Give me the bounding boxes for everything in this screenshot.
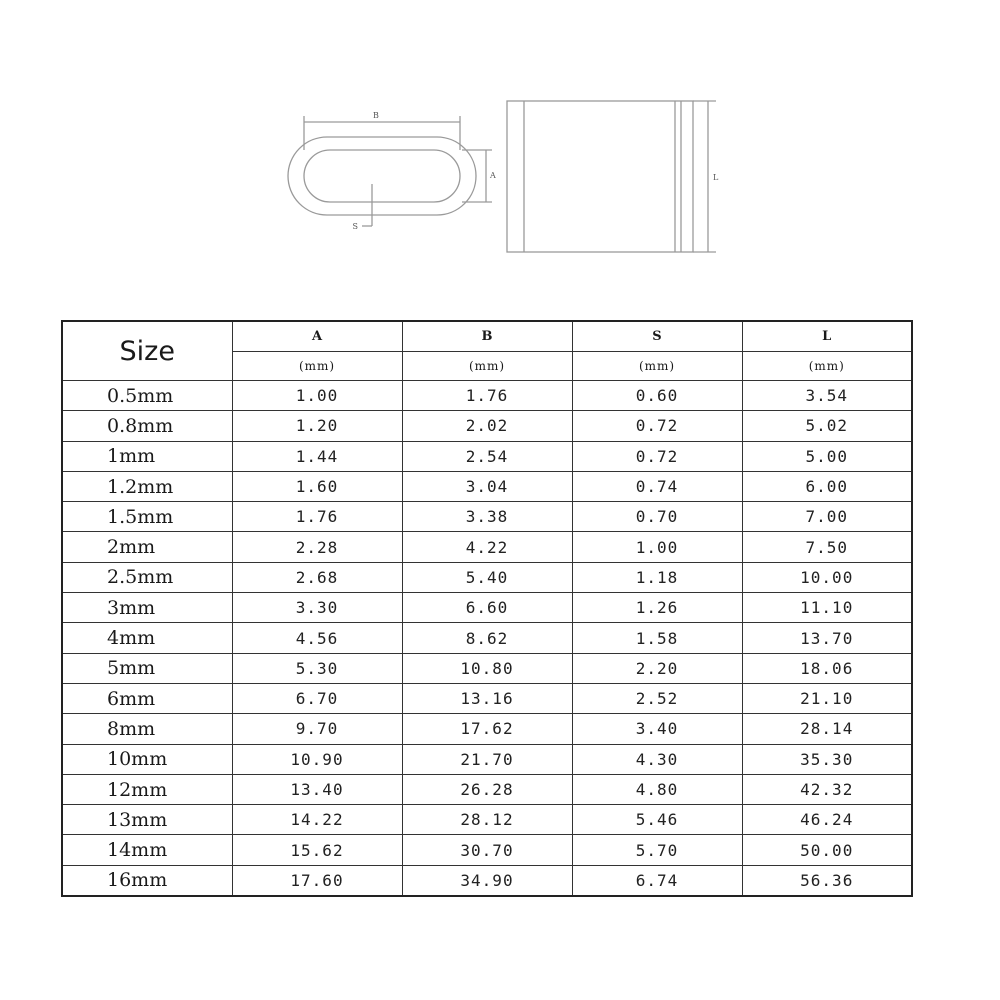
value-cell-b: 2.02 bbox=[402, 411, 572, 441]
value-cell-b: 34.90 bbox=[402, 865, 572, 895]
value-cell-a: 1.76 bbox=[232, 502, 402, 532]
value-cell-b: 8.62 bbox=[402, 623, 572, 653]
size-cell: 13mm bbox=[62, 805, 232, 835]
value-cell-a: 5.30 bbox=[232, 653, 402, 683]
table-row bbox=[62, 683, 912, 713]
size-cell: 6mm bbox=[62, 683, 232, 713]
value-cell-l: 3.54 bbox=[742, 381, 912, 411]
value-cell-s: 4.80 bbox=[572, 774, 742, 804]
label-a: A bbox=[490, 171, 496, 180]
value-cell-s: 2.20 bbox=[572, 653, 742, 683]
size-cell: 10mm bbox=[62, 744, 232, 774]
size-cell: 2.5mm bbox=[62, 562, 232, 592]
technical-drawing bbox=[0, 0, 1000, 300]
value-cell-s: 3.40 bbox=[572, 714, 742, 744]
value-cell-s: 4.30 bbox=[572, 744, 742, 774]
value-cell-l: 5.00 bbox=[742, 441, 912, 471]
value-cell-l: 21.10 bbox=[742, 683, 912, 713]
unit-header-b: (mm) bbox=[402, 351, 572, 381]
value-cell-l: 35.30 bbox=[742, 744, 912, 774]
value-cell-a: 1.60 bbox=[232, 471, 402, 501]
size-cell: 1.2mm bbox=[62, 471, 232, 501]
table-row bbox=[62, 744, 912, 774]
table-row bbox=[62, 502, 912, 532]
table-row bbox=[62, 441, 912, 471]
table-row bbox=[62, 865, 912, 895]
value-cell-s: 2.52 bbox=[572, 683, 742, 713]
value-cell-l: 7.00 bbox=[742, 502, 912, 532]
value-cell-l: 5.02 bbox=[742, 411, 912, 441]
col-header-s: S bbox=[572, 321, 742, 351]
size-cell: 1mm bbox=[62, 441, 232, 471]
label-s: S bbox=[352, 222, 358, 231]
value-cell-l: 13.70 bbox=[742, 623, 912, 653]
value-cell-a: 14.22 bbox=[232, 805, 402, 835]
value-cell-b: 10.80 bbox=[402, 653, 572, 683]
label-b: B bbox=[373, 111, 379, 120]
sleeve-drawing-svg bbox=[0, 0, 1000, 300]
inner-oval bbox=[304, 150, 460, 202]
value-cell-b: 4.22 bbox=[402, 532, 572, 562]
size-cell: 0.5mm bbox=[62, 381, 232, 411]
value-cell-l: 6.00 bbox=[742, 471, 912, 501]
value-cell-b: 26.28 bbox=[402, 774, 572, 804]
value-cell-a: 3.30 bbox=[232, 593, 402, 623]
value-cell-s: 1.00 bbox=[572, 532, 742, 562]
value-cell-b: 3.04 bbox=[402, 471, 572, 501]
size-cell: 8mm bbox=[62, 714, 232, 744]
value-cell-b: 30.70 bbox=[402, 835, 572, 865]
col-header-l: L bbox=[742, 321, 912, 351]
size-cell: 14mm bbox=[62, 835, 232, 865]
value-cell-s: 0.70 bbox=[572, 502, 742, 532]
value-cell-s: 0.72 bbox=[572, 411, 742, 441]
table-row bbox=[62, 471, 912, 501]
value-cell-b: 3.38 bbox=[402, 502, 572, 532]
value-cell-l: 50.00 bbox=[742, 835, 912, 865]
value-cell-l: 28.14 bbox=[742, 714, 912, 744]
col-header-a: A bbox=[232, 321, 402, 351]
value-cell-s: 6.74 bbox=[572, 865, 742, 895]
value-cell-l: 18.06 bbox=[742, 653, 912, 683]
value-cell-b: 28.12 bbox=[402, 805, 572, 835]
value-cell-b: 21.70 bbox=[402, 744, 572, 774]
value-cell-s: 1.26 bbox=[572, 593, 742, 623]
col-header-b: B bbox=[402, 321, 572, 351]
value-cell-l: 7.50 bbox=[742, 532, 912, 562]
value-cell-a: 4.56 bbox=[232, 623, 402, 653]
value-cell-b: 13.16 bbox=[402, 683, 572, 713]
value-cell-a: 1.00 bbox=[232, 381, 402, 411]
size-header: Size bbox=[62, 321, 232, 381]
value-cell-a: 2.68 bbox=[232, 562, 402, 592]
value-cell-a: 13.40 bbox=[232, 774, 402, 804]
size-cell: 5mm bbox=[62, 653, 232, 683]
unit-header-s: (mm) bbox=[572, 351, 742, 381]
value-cell-a: 2.28 bbox=[232, 532, 402, 562]
value-cell-s: 0.72 bbox=[572, 441, 742, 471]
size-cell: 2mm bbox=[62, 532, 232, 562]
value-cell-l: 42.32 bbox=[742, 774, 912, 804]
value-cell-l: 56.36 bbox=[742, 865, 912, 895]
table-row bbox=[62, 774, 912, 804]
value-cell-s: 1.18 bbox=[572, 562, 742, 592]
value-cell-b: 1.76 bbox=[402, 381, 572, 411]
front-view bbox=[288, 116, 492, 226]
value-cell-b: 5.40 bbox=[402, 562, 572, 592]
table-body bbox=[62, 381, 912, 896]
value-cell-b: 6.60 bbox=[402, 593, 572, 623]
outer-oval bbox=[288, 137, 476, 215]
value-cell-a: 6.70 bbox=[232, 683, 402, 713]
size-spec-table bbox=[61, 320, 913, 897]
unit-header-l: (mm) bbox=[742, 351, 912, 381]
value-cell-s: 0.60 bbox=[572, 381, 742, 411]
value-cell-s: 5.46 bbox=[572, 805, 742, 835]
value-cell-l: 10.00 bbox=[742, 562, 912, 592]
size-cell: 12mm bbox=[62, 774, 232, 804]
table-row bbox=[62, 623, 912, 653]
value-cell-a: 10.90 bbox=[232, 744, 402, 774]
table-row bbox=[62, 593, 912, 623]
label-l: L bbox=[713, 173, 719, 182]
value-cell-a: 15.62 bbox=[232, 835, 402, 865]
table-row bbox=[62, 805, 912, 835]
size-cell: 0.8mm bbox=[62, 411, 232, 441]
value-cell-a: 17.60 bbox=[232, 865, 402, 895]
table-row bbox=[62, 653, 912, 683]
value-cell-s: 0.74 bbox=[572, 471, 742, 501]
size-cell: 1.5mm bbox=[62, 502, 232, 532]
value-cell-l: 11.10 bbox=[742, 593, 912, 623]
side-outline bbox=[507, 101, 693, 252]
value-cell-b: 2.54 bbox=[402, 441, 572, 471]
table-row bbox=[62, 562, 912, 592]
table-row bbox=[62, 381, 912, 411]
table-row bbox=[62, 532, 912, 562]
unit-header-a: (mm) bbox=[232, 351, 402, 381]
table-row bbox=[62, 835, 912, 865]
value-cell-a: 9.70 bbox=[232, 714, 402, 744]
size-cell: 4mm bbox=[62, 623, 232, 653]
table-row bbox=[62, 714, 912, 744]
value-cell-s: 5.70 bbox=[572, 835, 742, 865]
value-cell-a: 1.44 bbox=[232, 441, 402, 471]
value-cell-l: 46.24 bbox=[742, 805, 912, 835]
side-view bbox=[507, 101, 716, 252]
table-row bbox=[62, 411, 912, 441]
value-cell-s: 1.58 bbox=[572, 623, 742, 653]
size-cell: 3mm bbox=[62, 593, 232, 623]
size-cell: 16mm bbox=[62, 865, 232, 895]
value-cell-a: 1.20 bbox=[232, 411, 402, 441]
value-cell-b: 17.62 bbox=[402, 714, 572, 744]
